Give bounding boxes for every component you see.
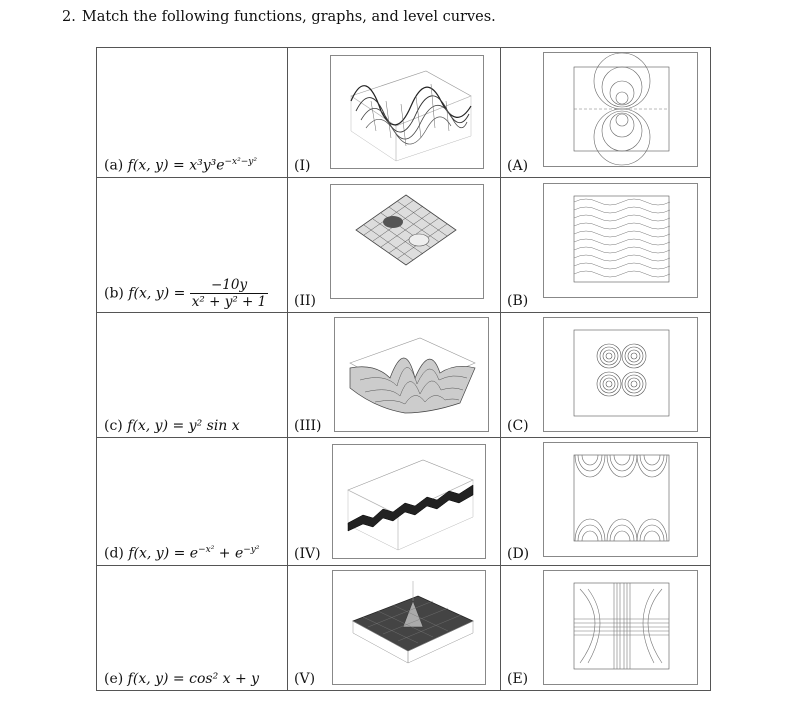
problem-statement bbox=[62, 9, 496, 25]
graph-cell-V bbox=[288, 566, 501, 691]
matching-table bbox=[96, 47, 711, 691]
level-label-A: (A) bbox=[507, 158, 529, 174]
graph-cell-III bbox=[288, 313, 501, 438]
contour-plot-A bbox=[543, 52, 698, 167]
function-cell-c bbox=[97, 313, 288, 438]
graph-label-II: (II) bbox=[294, 293, 316, 309]
function-e: (e) f(x, y) = cos² x + y bbox=[104, 671, 260, 687]
graph-label-III: (III) bbox=[294, 418, 322, 434]
contour-plot-D bbox=[543, 442, 698, 557]
problem-number: 2. bbox=[62, 9, 76, 25]
problem-text: Match the following functions, graphs, and level curves. bbox=[81, 9, 496, 25]
graph-label-V: (V) bbox=[294, 671, 316, 687]
surface-plot-II bbox=[330, 184, 484, 299]
contour-plot-E bbox=[543, 570, 698, 685]
function-a: (a) f(x, $y) = x^3y^3e^{-x^2-y^2}$ bbox=[104, 157, 257, 174]
level-cell-B bbox=[501, 178, 711, 313]
table-row bbox=[97, 178, 711, 313]
level-cell-C bbox=[501, 313, 711, 438]
table-row bbox=[97, 566, 711, 691]
level-cell-A bbox=[501, 48, 711, 178]
contour-plot-C bbox=[543, 317, 698, 432]
level-cell-D bbox=[501, 438, 711, 566]
surface-plot-I bbox=[330, 55, 484, 169]
level-label-D: (D) bbox=[507, 546, 530, 562]
function-cell-d bbox=[97, 438, 288, 566]
function-cell-b bbox=[97, 178, 288, 313]
graph-label-IV: (IV) bbox=[294, 546, 321, 562]
function-b: (b) f(x, y) = $\frac{-10y}{\text{x² + y² + 1}}$ bbox=[104, 277, 267, 310]
table-row bbox=[97, 313, 711, 438]
surface-plot-V bbox=[332, 570, 486, 685]
function-d: (d) f(x, $y) = e^{-x^2} + e^{-y^2}$ bbox=[104, 545, 260, 562]
table-row bbox=[97, 48, 711, 178]
level-label-E: (E) bbox=[507, 671, 529, 687]
level-label-B: (B) bbox=[507, 293, 529, 309]
contour-plot-B bbox=[543, 183, 698, 298]
graph-cell-II bbox=[288, 178, 501, 313]
graph-label-I: (I) bbox=[294, 158, 311, 174]
level-cell-E bbox=[501, 566, 711, 691]
level-label-C: (C) bbox=[507, 418, 529, 434]
graph-cell-I bbox=[288, 48, 501, 178]
function-c: (c) f(x, y) = y² sin x bbox=[104, 418, 240, 434]
table-row bbox=[97, 438, 711, 566]
function-cell-a bbox=[97, 48, 288, 178]
function-cell-e bbox=[97, 566, 288, 691]
surface-plot-IV bbox=[332, 444, 486, 559]
graph-cell-IV bbox=[288, 438, 501, 566]
surface-plot-III bbox=[334, 317, 489, 432]
